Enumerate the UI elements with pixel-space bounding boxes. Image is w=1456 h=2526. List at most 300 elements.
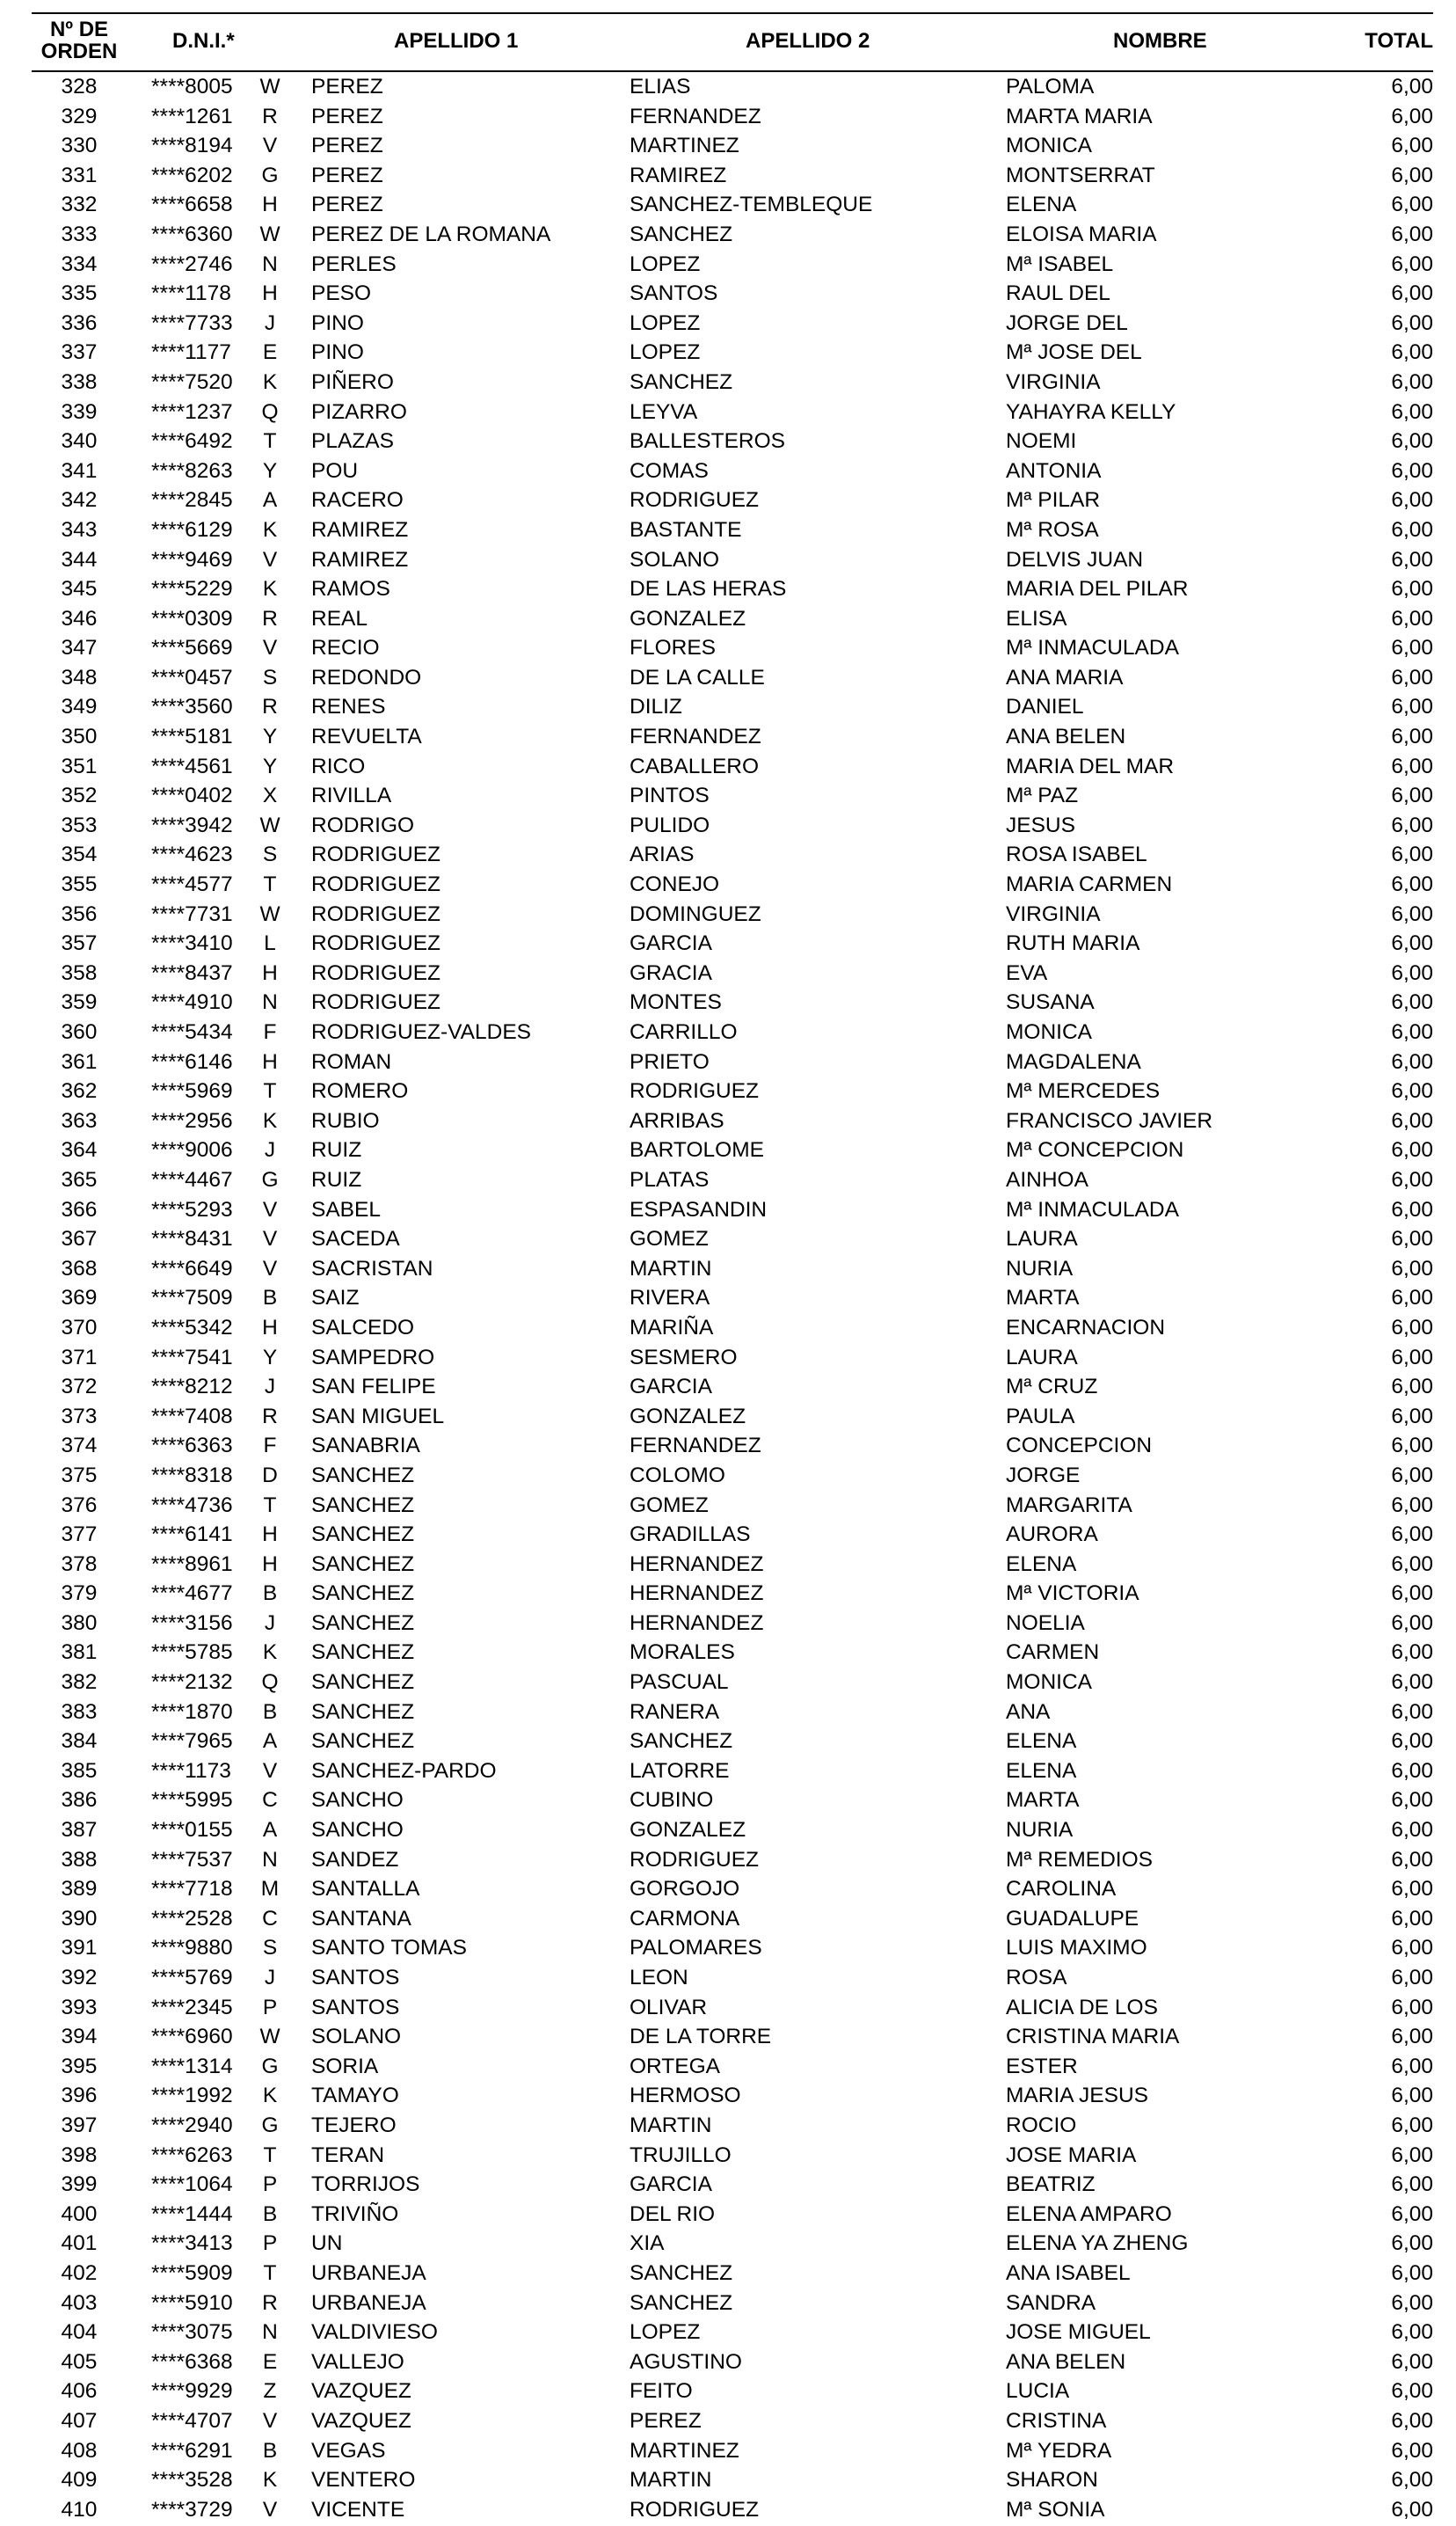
- table-row: [32, 1254, 1433, 1284]
- dni-cell: ****5995: [151, 1788, 233, 1813]
- dni-cell: ****4577: [151, 872, 233, 897]
- dni-letter-cell: G: [261, 163, 279, 187]
- table-row: [32, 1491, 1433, 1521]
- apellido-1-cell: VEGAS: [311, 2438, 386, 2463]
- apellido-1-cell: SANCHEZ: [311, 1551, 415, 1576]
- apellido-2-cell: DOMINGUEZ: [630, 902, 761, 926]
- apellido-2-cell: ORTEGA: [630, 2054, 721, 2078]
- dni-letter-cell: J: [264, 1138, 276, 1163]
- dni-letter-cell: Y: [262, 458, 278, 483]
- header-dni: D.N.I.*: [172, 29, 235, 53]
- total-cell: 6,00: [1391, 1345, 1433, 1369]
- orden-cell: 355: [61, 872, 98, 897]
- table-row: [32, 1697, 1433, 1727]
- nombre-cell: MARIA DEL MAR: [1006, 754, 1175, 778]
- total-cell: 6,00: [1391, 193, 1433, 217]
- header-nombre: NOMBRE: [1113, 29, 1207, 53]
- nombre-cell: NURIA: [1006, 1818, 1074, 1843]
- apellido-2-cell: RODRIGUEZ: [630, 1847, 759, 1872]
- nombre-cell: YAHAYRA KELLY: [1006, 399, 1176, 424]
- apellido-1-cell: SAN FELIPE: [311, 1375, 436, 1399]
- total-cell: 6,00: [1391, 1256, 1433, 1281]
- total-cell: 6,00: [1391, 163, 1433, 187]
- dni-cell: ****8005: [151, 75, 233, 99]
- dni-letter-cell: N: [262, 2320, 278, 2345]
- table-row: [32, 2495, 1433, 2525]
- total-cell: 6,00: [1391, 2201, 1433, 2226]
- apellido-1-cell: RAMIREZ: [311, 517, 409, 542]
- apellido-1-cell: TORRIJOS: [311, 2172, 420, 2197]
- total-cell: 6,00: [1391, 1138, 1433, 1163]
- apellido-1-cell: RICO: [311, 754, 366, 778]
- table-row: [32, 1520, 1433, 1550]
- apellido-1-cell: SANABRIA: [311, 1434, 420, 1458]
- apellido-1-cell: SANCHEZ: [311, 1522, 415, 1547]
- apellido-2-cell: FLORES: [630, 636, 717, 661]
- table-row: [32, 161, 1433, 191]
- table-row: [32, 1283, 1433, 1313]
- nombre-cell: ELENA YA ZHENG: [1006, 2231, 1189, 2256]
- table-row: [32, 309, 1433, 339]
- dni-cell: ****5229: [151, 577, 233, 602]
- dni-letter-cell: C: [262, 1906, 278, 1931]
- total-cell: 6,00: [1391, 1197, 1433, 1222]
- dni-cell: ****4910: [151, 990, 233, 1015]
- apellido-1-cell: SANTOS: [311, 1995, 400, 2019]
- apellido-1-cell: RUIZ: [311, 1167, 362, 1192]
- dni-letter-cell: V: [262, 2497, 278, 2522]
- apellido-1-cell: PEREZ: [311, 104, 383, 128]
- apellido-2-cell: MARIÑA: [630, 1315, 714, 1340]
- orden-cell: 366: [61, 1197, 98, 1222]
- dni-letter-cell: G: [261, 2054, 279, 2078]
- orden-cell: 404: [61, 2320, 98, 2345]
- table-row: [32, 2229, 1433, 2259]
- apellido-1-cell: RIVILLA: [311, 784, 392, 808]
- total-cell: 6,00: [1391, 1551, 1433, 1576]
- dni-cell: ****2345: [151, 1995, 233, 2019]
- orden-cell: 359: [61, 990, 98, 1015]
- apellido-1-cell: RUIZ: [311, 1138, 362, 1163]
- table-row: [32, 1461, 1433, 1491]
- table-row: [32, 840, 1433, 870]
- apellido-1-cell: RODRIGUEZ: [311, 872, 440, 897]
- dni-letter-cell: G: [261, 1167, 279, 1192]
- apellido-2-cell: GARCIA: [630, 931, 712, 956]
- dni-letter-cell: W: [259, 813, 280, 837]
- total-cell: 6,00: [1391, 2468, 1433, 2493]
- apellido-1-cell: SANCHO: [311, 1788, 404, 1813]
- apellido-2-cell: LEYVA: [630, 399, 698, 424]
- apellido-1-cell: VALDIVIESO: [311, 2320, 438, 2345]
- total-cell: 6,00: [1391, 990, 1433, 1015]
- dni-cell: ****6129: [151, 517, 233, 542]
- dni-letter-cell: H: [262, 1315, 278, 1340]
- dni-letter-cell: V: [262, 2408, 278, 2433]
- nombre-cell: VIRGINIA: [1006, 369, 1101, 394]
- dni-cell: ****0155: [151, 1818, 233, 1843]
- total-cell: 6,00: [1391, 2084, 1433, 2108]
- dni-letter-cell: B: [262, 1581, 278, 1606]
- table-row: [32, 1313, 1433, 1343]
- orden-cell: 392: [61, 1966, 98, 1989]
- apellido-1-cell: URBANEJA: [311, 2260, 426, 2285]
- orden-cell: 380: [61, 1610, 98, 1635]
- table-row: [32, 2318, 1433, 2347]
- apellido-1-cell: SANTALLA: [311, 1877, 420, 1902]
- apellido-2-cell: MARTINEZ: [630, 134, 739, 158]
- total-cell: 6,00: [1391, 1936, 1433, 1960]
- apellido-1-cell: ROMAN: [311, 1049, 392, 1074]
- orden-cell: 407: [61, 2408, 98, 2433]
- total-cell: 6,00: [1391, 1493, 1433, 1517]
- table-row: [32, 2347, 1433, 2377]
- header-total: TOTAL: [1365, 29, 1433, 53]
- table-row: [32, 2052, 1433, 2082]
- apellido-2-cell: PULIDO: [630, 813, 710, 837]
- dni-letter-cell: T: [263, 2143, 277, 2167]
- dni-letter-cell: K: [262, 1640, 278, 1665]
- orden-cell: 334: [61, 252, 98, 276]
- table-row: [32, 1874, 1433, 1904]
- apellido-2-cell: DE LA TORRE: [630, 2025, 772, 2049]
- orden-cell: 388: [61, 1847, 98, 1872]
- dni-cell: ****2132: [151, 1670, 233, 1695]
- orden-cell: 381: [61, 1640, 98, 1665]
- orden-cell: 394: [61, 2025, 98, 2049]
- nombre-cell: ELENA: [1006, 1729, 1077, 1754]
- orden-cell: 330: [61, 134, 98, 158]
- nombre-cell: Mª VICTORIA: [1006, 1581, 1139, 1606]
- orden-cell: 395: [61, 2054, 98, 2078]
- apellido-1-cell: VENTERO: [311, 2468, 416, 2493]
- total-cell: 6,00: [1391, 1699, 1433, 1724]
- orden-cell: 365: [61, 1167, 98, 1192]
- total-cell: 6,00: [1391, 1758, 1433, 1783]
- total-cell: 6,00: [1391, 1315, 1433, 1340]
- apellido-2-cell: OLIVAR: [630, 1995, 708, 2019]
- table-row: [32, 781, 1433, 811]
- table-row: [32, 2081, 1433, 2111]
- dni-letter-cell: A: [262, 1729, 278, 1754]
- nombre-cell: MARGARITA: [1006, 1493, 1132, 1517]
- total-cell: 6,00: [1391, 1108, 1433, 1133]
- apellido-2-cell: SOLANO: [630, 547, 720, 572]
- total-cell: 6,00: [1391, 695, 1433, 719]
- total-cell: 6,00: [1391, 813, 1433, 837]
- dni-letter-cell: X: [262, 784, 278, 808]
- table-row: [32, 1343, 1433, 1373]
- apellido-2-cell: CARRILLO: [630, 1020, 738, 1044]
- orden-cell: 406: [61, 2379, 98, 2404]
- total-cell: 6,00: [1391, 2113, 1433, 2137]
- total-cell: 6,00: [1391, 872, 1433, 897]
- total-cell: 6,00: [1391, 222, 1433, 246]
- table-row: [32, 398, 1433, 427]
- apellido-1-cell: POU: [311, 458, 359, 483]
- table-row: [32, 1993, 1433, 2023]
- nombre-cell: Mª JOSE DEL: [1006, 340, 1142, 365]
- apellido-2-cell: BARTOLOME: [630, 1138, 764, 1163]
- apellido-1-cell: PIZARRO: [311, 399, 407, 424]
- nombre-cell: ELOISA MARIA: [1006, 222, 1157, 246]
- nombre-cell: DANIEL: [1006, 695, 1084, 719]
- nombre-cell: MARTA MARIA: [1006, 104, 1153, 128]
- apellido-1-cell: SACRISTAN: [311, 1256, 433, 1281]
- orden-cell: 402: [61, 2260, 98, 2285]
- total-cell: 6,00: [1391, 784, 1433, 808]
- apellido-2-cell: SANCHEZ: [630, 1729, 733, 1754]
- dni-cell: ****3528: [151, 2468, 233, 2493]
- table-row: [32, 2022, 1433, 2052]
- table-row: [32, 959, 1433, 989]
- dni-cell: ****6492: [151, 429, 233, 454]
- apellido-2-cell: LOPEZ: [630, 252, 701, 276]
- dni-letter-cell: J: [264, 1375, 276, 1399]
- table-header: [32, 12, 1433, 72]
- nombre-cell: CARMEN: [1006, 1640, 1100, 1665]
- apellido-1-cell: SANCHEZ: [311, 1463, 415, 1487]
- apellido-2-cell: ESPASANDIN: [630, 1197, 768, 1222]
- orden-cell: 405: [61, 2349, 98, 2374]
- dni-letter-cell: P: [262, 2172, 278, 2197]
- nombre-cell: LAURA: [1006, 1345, 1078, 1369]
- dni-letter-cell: T: [263, 2260, 277, 2285]
- nombre-cell: Mª PAZ: [1006, 784, 1079, 808]
- orden-cell: 375: [61, 1463, 98, 1487]
- table-row: [32, 870, 1433, 900]
- total-cell: 6,00: [1391, 1049, 1433, 1074]
- apellido-2-cell: AGUSTINO: [630, 2349, 742, 2374]
- table-body: [32, 72, 1433, 2524]
- dni-cell: ****4736: [151, 1493, 233, 1517]
- nombre-cell: ELENA AMPARO: [1006, 2201, 1172, 2226]
- total-cell: 6,00: [1391, 2260, 1433, 2285]
- apellido-1-cell: RODRIGUEZ: [311, 902, 440, 926]
- total-cell: 6,00: [1391, 488, 1433, 513]
- orden-cell: 339: [61, 399, 98, 424]
- apellido-2-cell: DILIZ: [630, 695, 682, 719]
- apellido-2-cell: RODRIGUEZ: [630, 2497, 759, 2522]
- apellido-1-cell: VAZQUEZ: [311, 2408, 411, 2433]
- nombre-cell: MARIA DEL PILAR: [1006, 577, 1189, 602]
- orden-cell: 354: [61, 843, 98, 867]
- total-cell: 6,00: [1391, 960, 1433, 985]
- nombre-cell: LAURA: [1006, 1227, 1078, 1252]
- table-row: [32, 2259, 1433, 2289]
- dni-letter-cell: H: [262, 960, 278, 985]
- nombre-cell: JORGE: [1006, 1463, 1081, 1487]
- apellido-1-cell: REDONDO: [311, 665, 422, 690]
- dni-cell: ****8194: [151, 134, 233, 158]
- nombre-cell: ROSA: [1006, 1966, 1067, 1989]
- apellido-1-cell: TRIVIÑO: [311, 2201, 399, 2226]
- apellido-1-cell: RODRIGUEZ: [311, 960, 440, 985]
- total-cell: 6,00: [1391, 2497, 1433, 2522]
- apellido-1-cell: SAMPEDRO: [311, 1345, 435, 1369]
- table-row: [32, 1195, 1433, 1225]
- dni-cell: ****5909: [151, 2260, 233, 2285]
- nombre-cell: JOSE MARIA: [1006, 2143, 1137, 2167]
- dni-letter-cell: T: [263, 1493, 277, 1517]
- table-row: [32, 722, 1433, 752]
- dni-letter-cell: N: [262, 1847, 278, 1872]
- apellido-1-cell: SABEL: [311, 1197, 381, 1222]
- dni-letter-cell: A: [262, 488, 278, 513]
- dni-letter-cell: V: [262, 134, 278, 158]
- orden-cell: 360: [61, 1020, 98, 1044]
- apellido-1-cell: RODRIGUEZ: [311, 843, 440, 867]
- total-cell: 6,00: [1391, 458, 1433, 483]
- orden-cell: 335: [61, 281, 98, 306]
- apellido-2-cell: CUBINO: [630, 1788, 714, 1813]
- dni-letter-cell: S: [262, 1936, 278, 1960]
- header-apellido-2: APELLIDO 2: [746, 29, 870, 53]
- orden-cell: 371: [61, 1345, 98, 1369]
- dni-cell: ****5769: [151, 1966, 233, 1989]
- nombre-cell: Mª PILAR: [1006, 488, 1101, 513]
- dni-cell: ****1870: [151, 1699, 233, 1724]
- apellido-2-cell: RODRIGUEZ: [630, 1079, 759, 1104]
- apellido-2-cell: PRIETO: [630, 1049, 710, 1074]
- dni-cell: ****7509: [151, 1286, 233, 1310]
- orden-cell: 333: [61, 222, 98, 246]
- apellido-2-cell: GONZALEZ: [630, 1818, 746, 1843]
- dni-letter-cell: W: [259, 75, 280, 99]
- apellido-1-cell: RODRIGUEZ: [311, 931, 440, 956]
- total-cell: 6,00: [1391, 1995, 1433, 2019]
- total-cell: 6,00: [1391, 606, 1433, 631]
- nombre-cell: Mª CONCEPCION: [1006, 1138, 1184, 1163]
- apellido-2-cell: SANCHEZ: [630, 369, 733, 394]
- dni-letter-cell: R: [262, 2290, 278, 2315]
- dni-cell: ****6141: [151, 1522, 233, 1547]
- table-row: [32, 250, 1433, 280]
- orden-cell: 379: [61, 1581, 98, 1606]
- table-row: [32, 545, 1433, 575]
- dni-letter-cell: S: [262, 665, 278, 690]
- apellido-2-cell: HERMOSO: [630, 2084, 741, 2108]
- total-cell: 6,00: [1391, 1610, 1433, 1635]
- orden-cell: 369: [61, 1286, 98, 1310]
- dni-cell: ****7733: [151, 310, 233, 335]
- orden-cell: 338: [61, 369, 98, 394]
- orden-cell: 345: [61, 577, 98, 602]
- dni-letter-cell: H: [262, 1551, 278, 1576]
- dni-letter-cell: N: [262, 252, 278, 276]
- table-row: [32, 1018, 1433, 1048]
- dni-letter-cell: R: [262, 1404, 278, 1428]
- apellido-1-cell: PEREZ: [311, 75, 383, 99]
- orden-cell: 353: [61, 813, 98, 837]
- table-row: [32, 1431, 1433, 1461]
- nombre-cell: ESTER: [1006, 2054, 1078, 2078]
- apellido-1-cell: PEREZ: [311, 193, 383, 217]
- table-row: [32, 1106, 1433, 1136]
- dni-cell: ****4467: [151, 1167, 233, 1192]
- dni-letter-cell: D: [262, 1463, 278, 1487]
- dni-letter-cell: V: [262, 547, 278, 572]
- nombre-cell: ELENA: [1006, 1551, 1077, 1576]
- apellido-1-cell: SAN MIGUEL: [311, 1404, 445, 1428]
- dni-cell: ****6360: [151, 222, 233, 246]
- apellido-2-cell: RANERA: [630, 1699, 720, 1724]
- apellido-2-cell: MARTINEZ: [630, 2438, 739, 2463]
- dni-cell: ****3560: [151, 695, 233, 719]
- total-cell: 6,00: [1391, 1227, 1433, 1252]
- orden-cell: 362: [61, 1079, 98, 1104]
- candidate-list-table: [32, 12, 1433, 2524]
- total-cell: 6,00: [1391, 310, 1433, 335]
- apellido-1-cell: TERAN: [311, 2143, 385, 2167]
- table-row: [32, 515, 1433, 545]
- nombre-cell: AINHOA: [1006, 1167, 1088, 1192]
- nombre-cell: ANTONIA: [1006, 458, 1102, 483]
- apellido-2-cell: LOPEZ: [630, 310, 701, 335]
- dni-cell: ****1173: [151, 1758, 231, 1783]
- table-row: [32, 190, 1433, 220]
- nombre-cell: Mª CRUZ: [1006, 1375, 1098, 1399]
- dni-letter-cell: V: [262, 1758, 278, 1783]
- orden-cell: 364: [61, 1138, 98, 1163]
- apellido-2-cell: HERNANDEZ: [630, 1581, 764, 1606]
- table-row: [32, 279, 1433, 309]
- total-cell: 6,00: [1391, 369, 1433, 394]
- apellido-1-cell: PINO: [311, 340, 364, 365]
- orden-cell: 350: [61, 725, 98, 749]
- orden-cell: 340: [61, 429, 98, 454]
- orden-cell: 337: [61, 340, 98, 365]
- dni-letter-cell: J: [264, 1966, 276, 1989]
- apellido-1-cell: SANCHEZ: [311, 1699, 415, 1724]
- nombre-cell: MAGDALENA: [1006, 1049, 1141, 1074]
- orden-cell: 378: [61, 1551, 98, 1576]
- apellido-1-cell: REAL: [311, 606, 368, 631]
- dni-letter-cell: Q: [261, 399, 279, 424]
- nombre-cell: SUSANA: [1006, 990, 1095, 1015]
- nombre-cell: Mª REMEDIOS: [1006, 1847, 1153, 1872]
- dni-cell: ****7731: [151, 902, 233, 926]
- apellido-1-cell: VALLEJO: [311, 2349, 404, 2374]
- apellido-1-cell: RUBIO: [311, 1108, 380, 1133]
- apellido-2-cell: HERNANDEZ: [630, 1610, 764, 1635]
- apellido-2-cell: HERNANDEZ: [630, 1551, 764, 1576]
- dni-letter-cell: F: [263, 1434, 277, 1458]
- total-cell: 6,00: [1391, 1877, 1433, 1902]
- dni-cell: ****4677: [151, 1581, 233, 1606]
- apellido-1-cell: SANCHEZ: [311, 1610, 415, 1635]
- total-cell: 6,00: [1391, 104, 1433, 128]
- apellido-2-cell: MONTES: [630, 990, 722, 1015]
- dni-cell: ****0457: [151, 665, 233, 690]
- apellido-1-cell: SANCHEZ: [311, 1493, 415, 1517]
- nombre-cell: NOELIA: [1006, 1610, 1085, 1635]
- orden-cell: 332: [61, 193, 98, 217]
- dni-letter-cell: H: [262, 1049, 278, 1074]
- apellido-2-cell: FERNANDEZ: [630, 725, 761, 749]
- total-cell: 6,00: [1391, 902, 1433, 926]
- orden-cell: 336: [61, 310, 98, 335]
- apellido-1-cell: RACERO: [311, 488, 404, 513]
- dni-cell: ****4623: [151, 843, 233, 867]
- dni-letter-cell: Y: [262, 725, 278, 749]
- apellido-1-cell: VICENTE: [311, 2497, 405, 2522]
- nombre-cell: PALOMA: [1006, 75, 1095, 99]
- apellido-2-cell: CARMONA: [630, 1906, 740, 1931]
- total-cell: 6,00: [1391, 1404, 1433, 1428]
- nombre-cell: ROSA ISABEL: [1006, 843, 1147, 867]
- table-row: [32, 1933, 1433, 1963]
